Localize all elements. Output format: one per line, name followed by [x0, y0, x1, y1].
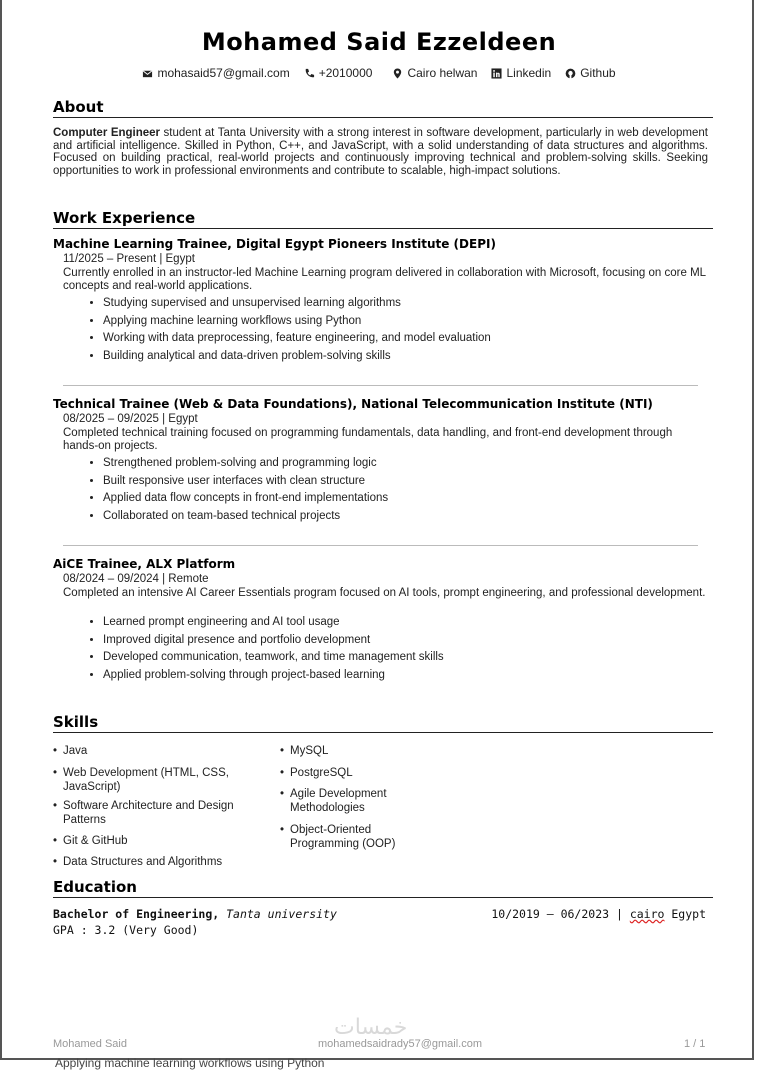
- watermark-logo: خمسات: [334, 1015, 408, 1040]
- phone-icon: [304, 68, 315, 79]
- github-icon: [565, 68, 576, 79]
- clipped-next-page-line: Applying machine learning workflows using Python: [55, 1056, 325, 1070]
- skills-heading: Skills: [53, 713, 713, 733]
- job-date: 08/2025 – 09/2025 | Egypt: [63, 413, 198, 425]
- contact-github[interactable]: [565, 66, 615, 80]
- about-lead: Computer Engineer: [53, 127, 161, 139]
- contact-phone[interactable]: [304, 66, 373, 80]
- degree-name: Bachelor of Engineering,: [53, 907, 220, 921]
- job-title: Technical Trainee (Web & Data Foundations), National Telecommunication Institute (NTI): [53, 397, 653, 411]
- contact-bar: [0, 66, 758, 80]
- job-description: Currently enrolled in an instructor-led Machine Learning program delivered in collaboration with Microsoft, focusing on core ML concepts and real-world applications.: [63, 267, 706, 292]
- footer-author: Mohamed Said: [53, 1038, 127, 1050]
- job-bullets: [80, 295, 491, 365]
- education-country: Egypt: [664, 907, 706, 921]
- school-name: Tanta university: [226, 907, 337, 921]
- job-date: 08/2024 – 09/2024 | Remote: [63, 573, 209, 585]
- footer-email: mohamedsaidrady57@gmail.com: [318, 1038, 483, 1050]
- divider: [63, 385, 698, 386]
- mail-icon: [142, 68, 153, 79]
- education-gpa: GPA : 3.2 (Very Good): [53, 923, 199, 937]
- skill-item: • PostgreSQL: [280, 766, 470, 780]
- job-bullet: • Applied problem-solving through project-based learning: [103, 667, 444, 685]
- skill-item: • Data Structures and Algorithms: [53, 855, 243, 869]
- job-title: AiCE Trainee, ALX Platform: [53, 557, 236, 571]
- job-bullet: • Working with data preprocessing, feature engineering, and model evaluation: [103, 330, 491, 348]
- job-bullets: [80, 455, 388, 525]
- job-description: Completed an intensive AI Career Essentials program focused on AI tools, prompt engineering, and professional development.: [63, 587, 706, 599]
- education-degree: [53, 907, 337, 921]
- job-bullet: • Applying machine learning workflows using Python: [103, 313, 491, 331]
- contact-email[interactable]: [142, 66, 289, 80]
- about-heading: About: [53, 98, 713, 118]
- job-bullet: • Built responsive user interfaces with clean structure: [103, 473, 388, 491]
- job-bullet: • Strengthened problem-solving and programming logic: [103, 455, 388, 473]
- contact-location: [392, 66, 477, 80]
- job-bullet: • Collaborated on team-based technical projects: [103, 508, 388, 526]
- skill-item: • MySQL: [280, 744, 470, 758]
- job-bullet: • Improved digital presence and portfolio development: [103, 632, 444, 650]
- skill-item: • Web Development (HTML, CSS, JavaScript): [53, 766, 248, 794]
- divider: [63, 545, 698, 546]
- job-bullet: • Applied data flow concepts in front-end implementations: [103, 490, 388, 508]
- job-bullets: [80, 614, 444, 684]
- education-date-location: [480, 907, 706, 921]
- education-dates: 10/2019 – 06/2023 |: [491, 907, 630, 921]
- skill-item: • Software Architecture and Design Patterns: [53, 799, 258, 827]
- location-text: Cairo helwan: [407, 66, 478, 80]
- skill-item: • Object-Oriented Programming (OOP): [280, 823, 420, 851]
- email-text: mohasaid57@gmail.com: [157, 66, 290, 80]
- linkedin-icon: [491, 68, 502, 79]
- phone-text: +2010000: [318, 66, 373, 80]
- resume-name: Mohamed Said Ezzeldeen: [201, 28, 557, 56]
- job-date: 11/2025 – Present | Egypt: [63, 253, 195, 265]
- about-body: student at Tanta University with a strong interest in software development, particularly in web development and artificial intelligence. Skilled in Python, C++, and JavaScript, with a solid understanding of data structures and algorithms. Focused on building practical, real-world projects and continuously improving technical and problem-solving skills. Seeking opportunities to work in professional environments and contribute to scalable, high-impact solutions.: [53, 127, 708, 177]
- job-bullet: • Building analytical and data-driven problem-solving skills: [103, 348, 491, 366]
- education-heading: Education: [53, 878, 713, 898]
- job-bullet: • Learned prompt engineering and AI tool usage: [103, 614, 444, 632]
- github-text: Github: [580, 66, 616, 80]
- job-bullet: • Studying supervised and unsupervised learning algorithms: [103, 295, 491, 313]
- skill-item: • Java: [53, 744, 243, 758]
- education-city: cairo: [629, 907, 665, 921]
- job-title: Machine Learning Trainee, Digital Egypt Pioneers Institute (DEPI): [53, 237, 496, 251]
- contact-linkedin[interactable]: [491, 66, 551, 80]
- job-description: Completed technical training focused on programming fundamentals, data handling, and front-end development through hands-on projects.: [63, 427, 673, 452]
- skill-item: • Agile Development Methodologies: [280, 787, 420, 815]
- job-bullet: • Developed communication, teamwork, and time management skills: [103, 649, 444, 667]
- linkedin-text: Linkedin: [506, 66, 552, 80]
- skill-item: • Git & GitHub: [53, 834, 243, 848]
- experience-heading: Work Experience: [53, 209, 713, 229]
- location-pin-icon: [392, 68, 403, 79]
- footer-page-number: 1 / 1: [684, 1038, 706, 1050]
- about-text: [53, 127, 708, 177]
